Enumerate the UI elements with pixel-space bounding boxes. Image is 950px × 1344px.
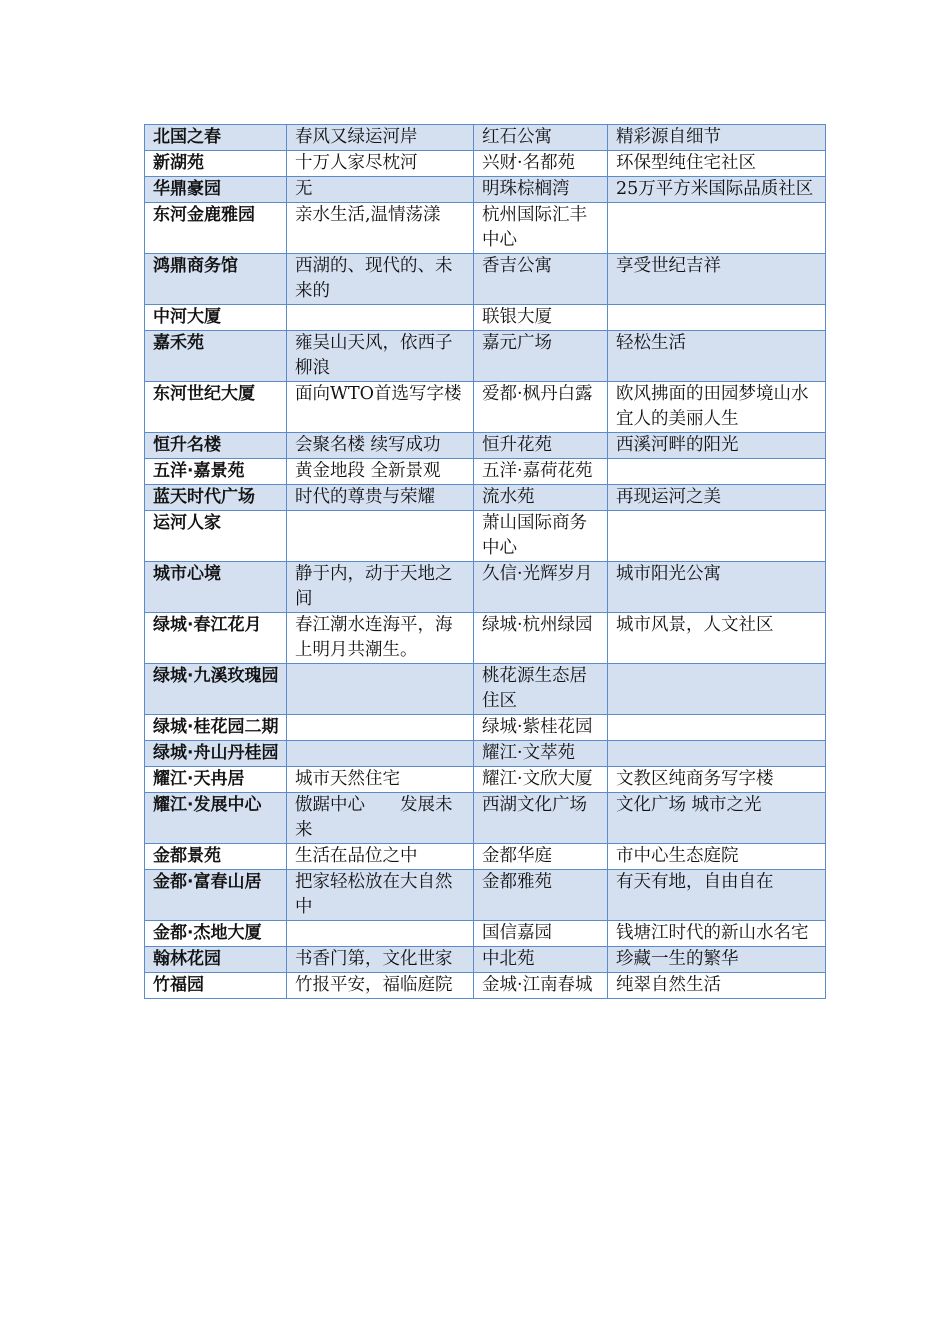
- table-row: [145, 947, 826, 973]
- slogan-cell: 春风又绿运河岸: [287, 125, 474, 151]
- project-name-cell: 金都·富春山居: [145, 870, 287, 921]
- slogan-cell: [287, 741, 474, 767]
- project-name-cell-secondary: 恒升花苑: [474, 433, 608, 459]
- table-row: [145, 613, 826, 664]
- project-name-cell: 东河世纪大厦: [145, 382, 287, 433]
- slogan-cell: 城市天然住宅: [287, 767, 474, 793]
- project-name-cell-secondary: 绿城·紫桂花园: [474, 715, 608, 741]
- project-name-cell: 耀江·天冉居: [145, 767, 287, 793]
- table-row: [145, 870, 826, 921]
- table-row: [145, 664, 826, 715]
- project-name-cell: 运河人家: [145, 511, 287, 562]
- slogan-cell: 春江潮水连海平，海上明月共潮生。: [287, 613, 474, 664]
- slogan-cell-secondary: 珍藏一生的繁华: [608, 947, 826, 973]
- slogan-cell-secondary: 城市阳光公寓: [608, 562, 826, 613]
- slogan-cell-secondary: [608, 741, 826, 767]
- table-row: [145, 459, 826, 485]
- project-name-cell-secondary: 嘉元广场: [474, 331, 608, 382]
- table-row: [145, 254, 826, 305]
- table-row: [145, 177, 826, 203]
- project-name-cell: 五洋·嘉景苑: [145, 459, 287, 485]
- slogan-cell-secondary: 精彩源自细节: [608, 125, 826, 151]
- slogan-cell-secondary: [608, 305, 826, 331]
- project-name-cell-secondary: 国信嘉园: [474, 921, 608, 947]
- project-name-cell-secondary: 香吉公寓: [474, 254, 608, 305]
- slogan-cell: 生活在品位之中: [287, 844, 474, 870]
- slogan-cell: [287, 715, 474, 741]
- table-row: [145, 844, 826, 870]
- table-row: [145, 793, 826, 844]
- slogan-cell: 面向WTO首选写字楼: [287, 382, 474, 433]
- project-name-cell-secondary: 西湖文化广场: [474, 793, 608, 844]
- slogan-cell: 雍吴山天风，依西子柳浪: [287, 331, 474, 382]
- project-name-cell-secondary: 绿城·杭州绿园: [474, 613, 608, 664]
- project-name-cell: 鸿鼎商务馆: [145, 254, 287, 305]
- slogan-cell: [287, 511, 474, 562]
- slogan-cell: 傲踞中心 发展未来: [287, 793, 474, 844]
- project-name-cell-secondary: 兴财·名都苑: [474, 151, 608, 177]
- table-row: [145, 485, 826, 511]
- project-name-cell: 蓝天时代广场: [145, 485, 287, 511]
- project-name-cell-secondary: 爱都·枫丹白露: [474, 382, 608, 433]
- table-row: [145, 562, 826, 613]
- project-name-cell-secondary: 联银大厦: [474, 305, 608, 331]
- project-name-cell-secondary: 红石公寓: [474, 125, 608, 151]
- project-name-cell-secondary: 耀江·文萃苑: [474, 741, 608, 767]
- table-row: [145, 715, 826, 741]
- project-name-cell-secondary: 金都雅苑: [474, 870, 608, 921]
- project-name-cell: 竹福园: [145, 973, 287, 999]
- slogan-cell-secondary: [608, 203, 826, 254]
- project-name-cell: 耀江·发展中心: [145, 793, 287, 844]
- slogan-cell-secondary: [608, 459, 826, 485]
- project-name-cell-secondary: 久信·光辉岁月: [474, 562, 608, 613]
- slogan-cell-secondary: [608, 715, 826, 741]
- slogan-cell: [287, 664, 474, 715]
- table-row: [145, 331, 826, 382]
- project-name-cell: 东河金鹿雅园: [145, 203, 287, 254]
- project-name-cell: 城市心境: [145, 562, 287, 613]
- table-row: [145, 511, 826, 562]
- project-name-cell-secondary: 流水苑: [474, 485, 608, 511]
- table-row: [145, 382, 826, 433]
- slogan-cell-secondary: 文化广场 城市之光: [608, 793, 826, 844]
- slogan-cell: 书香门第，文化世家: [287, 947, 474, 973]
- slogan-cell: 西湖的、现代的、未来的: [287, 254, 474, 305]
- table-row: [145, 151, 826, 177]
- slogan-cell-secondary: 25万平方米国际品质社区: [608, 177, 826, 203]
- table-row: [145, 767, 826, 793]
- table-row: [145, 305, 826, 331]
- slogan-cell-secondary: [608, 511, 826, 562]
- project-name-cell: 绿城·九溪玫瑰园: [145, 664, 287, 715]
- slogan-cell-secondary: 有天有地，自由自在: [608, 870, 826, 921]
- slogan-cell: 把家轻松放在大自然中: [287, 870, 474, 921]
- table-body: [145, 125, 826, 999]
- table-row: [145, 125, 826, 151]
- slogan-cell: 十万人家尽枕河: [287, 151, 474, 177]
- project-name-cell-secondary: 明珠棕榈湾: [474, 177, 608, 203]
- slogan-cell: 时代的尊贵与荣耀: [287, 485, 474, 511]
- slogan-cell-secondary: 享受世纪吉祥: [608, 254, 826, 305]
- project-name-cell: 恒升名楼: [145, 433, 287, 459]
- slogan-cell: [287, 921, 474, 947]
- slogan-cell: 黄金地段 全新景观: [287, 459, 474, 485]
- project-name-cell-secondary: 金都华庭: [474, 844, 608, 870]
- slogan-cell-secondary: 城市风景，人文社区: [608, 613, 826, 664]
- table-row: [145, 433, 826, 459]
- slogan-cell-secondary: 再现运河之美: [608, 485, 826, 511]
- project-name-cell: 绿城·舟山丹桂园: [145, 741, 287, 767]
- project-name-cell-secondary: 萧山国际商务中心: [474, 511, 608, 562]
- table-row: [145, 973, 826, 999]
- slogan-cell-secondary: [608, 664, 826, 715]
- project-name-cell: 金都·杰地大厦: [145, 921, 287, 947]
- table-row: [145, 921, 826, 947]
- project-name-cell: 绿城·春江花月: [145, 613, 287, 664]
- project-name-cell-secondary: 五洋·嘉荷花苑: [474, 459, 608, 485]
- slogan-cell: 无: [287, 177, 474, 203]
- slogan-cell: [287, 305, 474, 331]
- slogan-cell-secondary: 文教区纯商务写字楼: [608, 767, 826, 793]
- slogan-cell-secondary: 西溪河畔的阳光: [608, 433, 826, 459]
- project-name-cell: 中河大厦: [145, 305, 287, 331]
- slogan-cell-secondary: 环保型纯住宅社区: [608, 151, 826, 177]
- project-name-cell-secondary: 耀江·文欣大厦: [474, 767, 608, 793]
- project-name-cell-secondary: 桃花源生态居住区: [474, 664, 608, 715]
- project-name-cell-secondary: 金城·江南春城: [474, 973, 608, 999]
- slogan-cell-secondary: 轻松生活: [608, 331, 826, 382]
- property-slogan-table: [144, 124, 826, 999]
- slogan-cell: 静于内，动于天地之间: [287, 562, 474, 613]
- project-name-cell: 北国之春: [145, 125, 287, 151]
- slogan-cell-secondary: 纯翠自然生活: [608, 973, 826, 999]
- project-name-cell: 绿城·桂花园二期: [145, 715, 287, 741]
- project-name-cell: 翰林花园: [145, 947, 287, 973]
- project-name-cell-secondary: 中北苑: [474, 947, 608, 973]
- slogan-cell-secondary: 钱塘江时代的新山水名宅: [608, 921, 826, 947]
- slogan-cell: 亲水生活,温情荡漾: [287, 203, 474, 254]
- slogan-cell: 竹报平安，福临庭院: [287, 973, 474, 999]
- slogan-cell: 会聚名楼 续写成功: [287, 433, 474, 459]
- slogan-cell-secondary: 欧风拂面的田园梦境山水宜人的美丽人生: [608, 382, 826, 433]
- project-name-cell: 华鼎豪园: [145, 177, 287, 203]
- project-name-cell: 嘉禾苑: [145, 331, 287, 382]
- table-row: [145, 741, 826, 767]
- project-name-cell: 金都景苑: [145, 844, 287, 870]
- project-name-cell: 新湖苑: [145, 151, 287, 177]
- slogan-cell-secondary: 市中心生态庭院: [608, 844, 826, 870]
- project-name-cell-secondary: 杭州国际汇丰中心: [474, 203, 608, 254]
- table-row: [145, 203, 826, 254]
